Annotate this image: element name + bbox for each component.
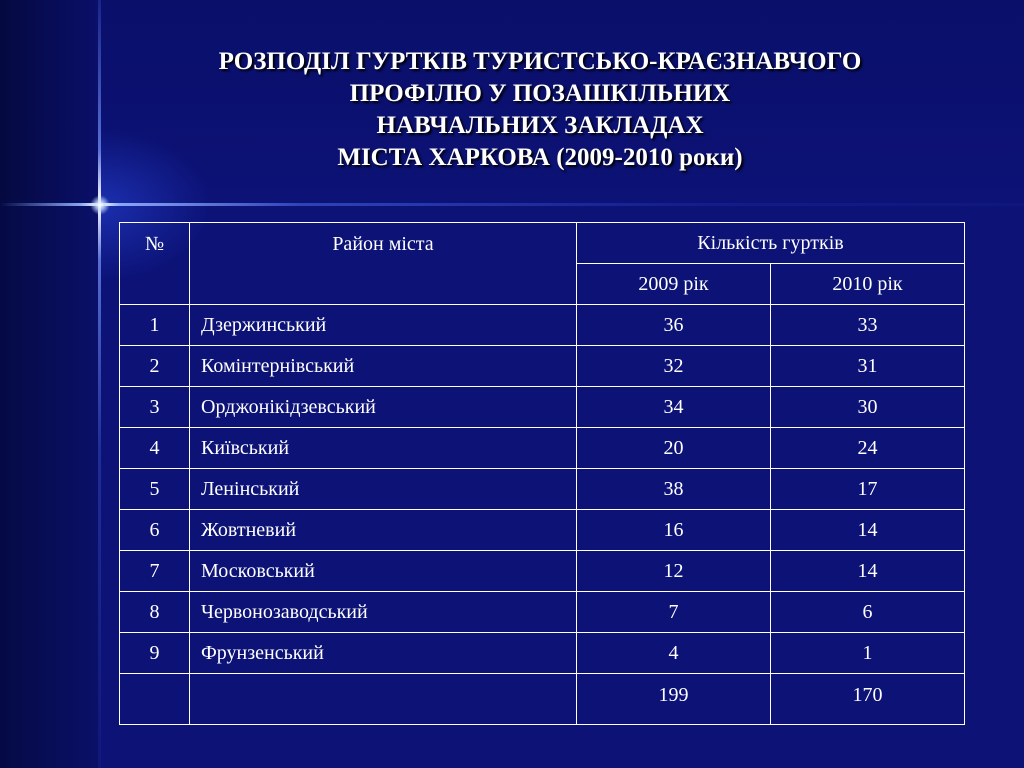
row-number: 2: [120, 346, 190, 387]
table-row: [120, 592, 965, 633]
row-2010-value: 31: [771, 346, 965, 387]
table-header-row: [120, 223, 965, 264]
table-row: [120, 510, 965, 551]
row-number: 9: [120, 633, 190, 674]
slide-title: [110, 46, 970, 174]
table-row: [120, 346, 965, 387]
row-number: 1: [120, 305, 190, 346]
row-district: Московський: [190, 551, 577, 592]
header-year-2010: 2010 рік: [771, 264, 965, 305]
title-line-4: МІСТА ХАРКОВА (2009-2010 роки): [337, 144, 743, 171]
row-2010-value: 17: [771, 469, 965, 510]
row-2009-value: 38: [577, 469, 771, 510]
decorative-vertical-line: [98, 0, 101, 768]
header-number: №: [120, 223, 190, 305]
row-2010-value: 14: [771, 551, 965, 592]
row-2010-value: 33: [771, 305, 965, 346]
row-district: Орджонікідзевський: [190, 387, 577, 428]
header-year-2009: 2009 рік: [577, 264, 771, 305]
row-2009-value: 16: [577, 510, 771, 551]
total-2009-value: 199: [577, 674, 771, 725]
total-number-cell: [120, 674, 190, 725]
table-row: [120, 387, 965, 428]
table-row: [120, 633, 965, 674]
table-row: [120, 305, 965, 346]
row-2010-value: 30: [771, 387, 965, 428]
row-2010-value: 24: [771, 428, 965, 469]
row-district: Червонозаводський: [190, 592, 577, 633]
districts-table: [119, 222, 965, 725]
table-total-row: [120, 674, 965, 725]
row-number: 4: [120, 428, 190, 469]
row-number: 7: [120, 551, 190, 592]
row-district: Жовтневий: [190, 510, 577, 551]
header-district: Район міста: [190, 223, 577, 305]
title-line-1: РОЗПОДІЛ ГУРТКІВ ТУРИСТСЬКО-КРАЄЗНАВЧОГО: [218, 48, 862, 75]
header-count: Кількість гуртків: [577, 223, 965, 264]
title-line-3: НАВЧАЛЬНИХ ЗАКЛАДАХ: [376, 112, 704, 139]
title-line-2: ПРОФІЛЮ У ПОЗАШКІЛЬНИХ: [349, 80, 731, 107]
decorative-horizontal-line: [0, 203, 1024, 206]
row-2009-value: 7: [577, 592, 771, 633]
row-district: Фрунзенський: [190, 633, 577, 674]
table-row: [120, 428, 965, 469]
row-2010-value: 1: [771, 633, 965, 674]
total-2010-value: 170: [771, 674, 965, 725]
total-district-cell: [190, 674, 577, 725]
row-2010-value: 6: [771, 592, 965, 633]
row-number: 3: [120, 387, 190, 428]
row-2009-value: 32: [577, 346, 771, 387]
row-2009-value: 36: [577, 305, 771, 346]
row-2009-value: 34: [577, 387, 771, 428]
row-district: Ленінський: [190, 469, 577, 510]
row-number: 6: [120, 510, 190, 551]
sparkle-icon: [90, 195, 110, 215]
background-left-band: [0, 200, 100, 768]
row-2010-value: 14: [771, 510, 965, 551]
row-2009-value: 12: [577, 551, 771, 592]
row-district: Київський: [190, 428, 577, 469]
row-district: Дзержинський: [190, 305, 577, 346]
table-row: [120, 469, 965, 510]
table-row: [120, 551, 965, 592]
row-number: 5: [120, 469, 190, 510]
row-2009-value: 20: [577, 428, 771, 469]
row-2009-value: 4: [577, 633, 771, 674]
row-number: 8: [120, 592, 190, 633]
background-top-band: [0, 0, 100, 200]
row-district: Комінтернівський: [190, 346, 577, 387]
